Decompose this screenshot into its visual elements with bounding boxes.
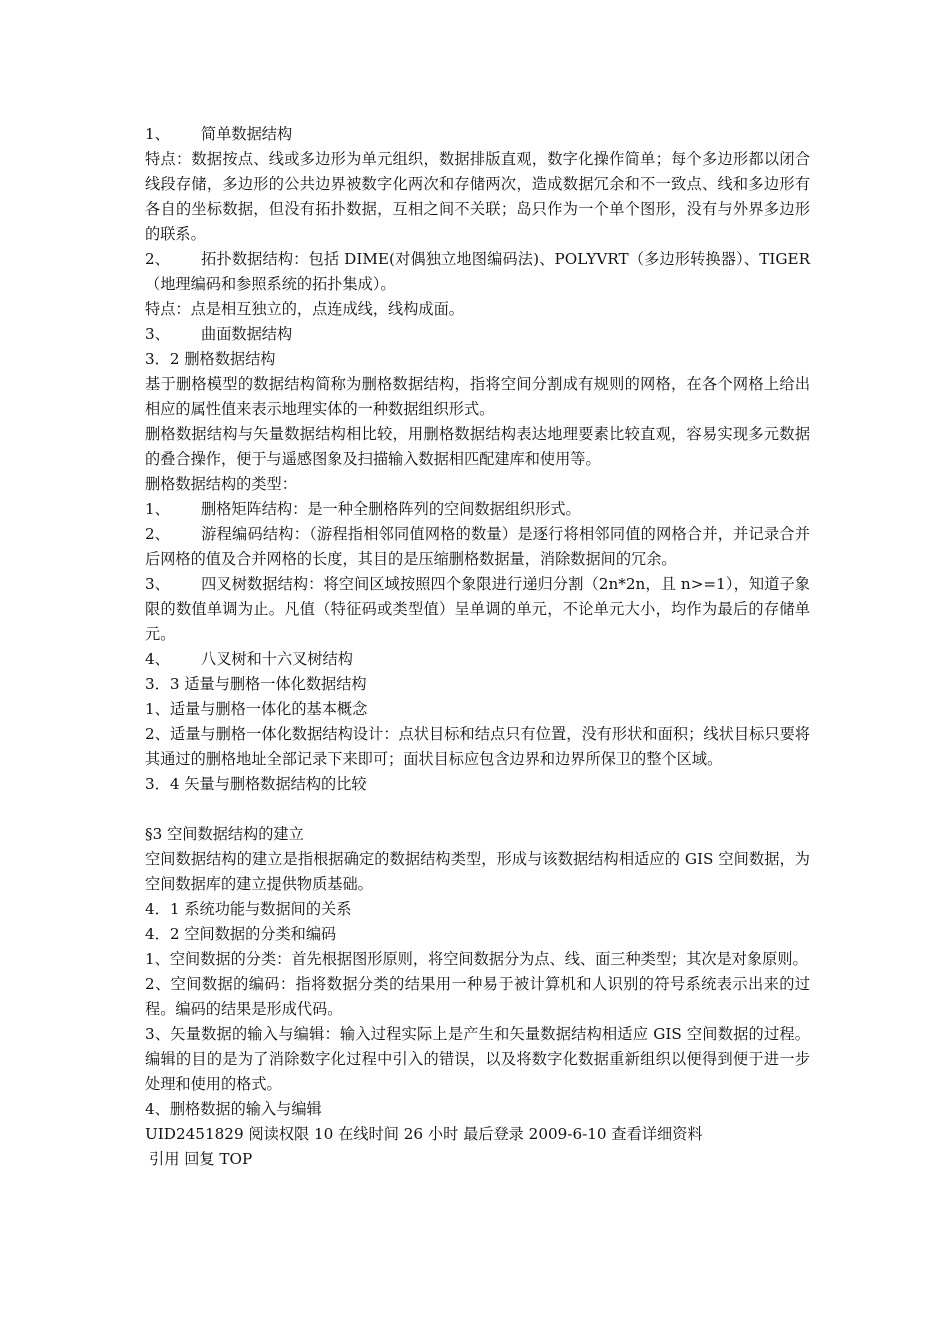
list-item <box>145 497 810 522</box>
blank-line <box>145 797 810 822</box>
list-item <box>145 572 810 647</box>
item-number: 4、 <box>145 650 170 668</box>
item-number: 2、 <box>145 525 170 543</box>
top-link[interactable]: TOP <box>219 1150 253 1168</box>
item-text: 曲面数据结构 <box>201 325 293 343</box>
list-item <box>145 122 810 147</box>
paragraph: 特点：数据按点、线或多边形为单元组织，数据排版直观，数字化操作简单；每个多边形都以闭合线段存储，多边形的公共边界被数字化两次和存储两次，造成数据冗余和不一致点、线和多边形有各自的坐标数据，但没有拓扑数据，互相之间不关联；岛只作为一个单个图形，没有与外界多边形的联系。 <box>145 150 810 243</box>
item-number: 3、 <box>145 575 170 593</box>
item-text: 四叉树数据结构：将空间区域按照四个象限进行递归分割（2n*2n，且 n>=1），知道子象限的数值单调为止。凡值（特征码或类型值）呈单调的单元，不论单元大小，均作为最后的存储单元。 <box>145 575 810 643</box>
paragraph: 4、删格数据的输入与编辑 <box>145 1100 322 1118</box>
paragraph: 删格数据结构与矢量数据结构相比较，用删格数据结构表达地理要素比较直观，容易实现多元数据的叠合操作，便于与遥感图象及扫描输入数据相匹配建库和使用等。 <box>145 425 810 468</box>
item-number: 1、 <box>145 500 170 518</box>
reply-link[interactable]: 回复 <box>184 1150 215 1168</box>
paragraph: 删格数据结构的类型： <box>145 475 297 493</box>
paragraph: 空间数据结构的建立是指根据确定的数据结构类型，形成与该数据结构相适应的 GIS 空间数据，为空间数据库的建立提供物质基础。 <box>145 850 810 893</box>
item-number: 1、 <box>145 125 170 143</box>
paragraph: 2、适量与删格一体化数据结构设计：点状目标和结点只有位置，没有形状和面积；线状目标只要将其通过的删格地址全部记录下来即可；面状目标应包含边界和边界所保卫的整个区域。 <box>145 725 810 768</box>
item-text: 八叉树和十六叉树结构 <box>201 650 353 668</box>
document-body <box>145 122 810 1172</box>
paragraph: 基于删格模型的数据结构简称为删格数据结构，指将空间分割成有规则的网格，在各个网格上给出相应的属性值来表示地理实体的一种数据组织形式。 <box>145 375 810 418</box>
item-number: 3、 <box>145 325 170 343</box>
list-item <box>145 647 810 672</box>
item-text: 拓扑数据结构：包括 DIME(对偶独立地图编码法)、POLYVRT（多边形转换器）、TIGER（地理编码和参照系统的拓扑集成）。 <box>145 250 810 293</box>
chapter-heading: §3 空间数据结构的建立 <box>145 825 304 843</box>
paragraph: 1、适量与删格一体化的基本概念 <box>145 700 368 718</box>
paragraph: 1、空间数据的分类：首先根据图形原则，将空间数据分为点、线、面三种类型；其次是对象原则。 <box>145 950 808 968</box>
item-text: 游程编码结构：（游程指相邻同值网格的数量）是逐行将相邻同值的网格合并，并记录合并后网格的值及合并网格的长度，其目的是压缩删格数据量，消除数据间的冗余。 <box>145 525 810 568</box>
list-item <box>145 522 810 572</box>
quote-link[interactable]: 引用 <box>149 1150 180 1168</box>
paragraph: 特点：点是相互独立的，点连成线，线构成面。 <box>145 300 464 318</box>
section-heading: 4．2 空间数据的分类和编码 <box>145 925 337 943</box>
item-number: 2、 <box>145 250 170 268</box>
section-heading: 4．1 系统功能与数据间的关系 <box>145 900 352 918</box>
user-info: UID2451829 阅读权限 10 在线时间 26 小时 最后登录 2009-6-10 查看详细资料 <box>145 1125 703 1143</box>
paragraph: 3、矢量数据的输入与编辑：输入过程实际上是产生和矢量数据结构相适应 GIS 空间数据的过程。编辑的目的是为了消除数字化过程中引入的错误，以及将数字化数据重新组织以便得到便于进一步处理和使用的格式。 <box>145 1025 810 1093</box>
post-actions <box>145 1147 810 1172</box>
item-text: 删格矩阵结构：是一种全删格阵列的空间数据组织形式。 <box>201 500 581 518</box>
section-heading: 3．4 矢量与删格数据结构的比较 <box>145 775 367 793</box>
paragraph: 2、空间数据的编码：指将数据分类的结果用一种易于被计算机和人识别的符号系统表示出来的过程。编码的结果是形成代码。 <box>145 975 810 1018</box>
list-item <box>145 322 810 347</box>
item-text: 简单数据结构 <box>201 125 293 143</box>
section-heading: 3．2 删格数据结构 <box>145 350 276 368</box>
list-item <box>145 247 810 297</box>
section-heading: 3．3 适量与删格一体化数据结构 <box>145 675 367 693</box>
